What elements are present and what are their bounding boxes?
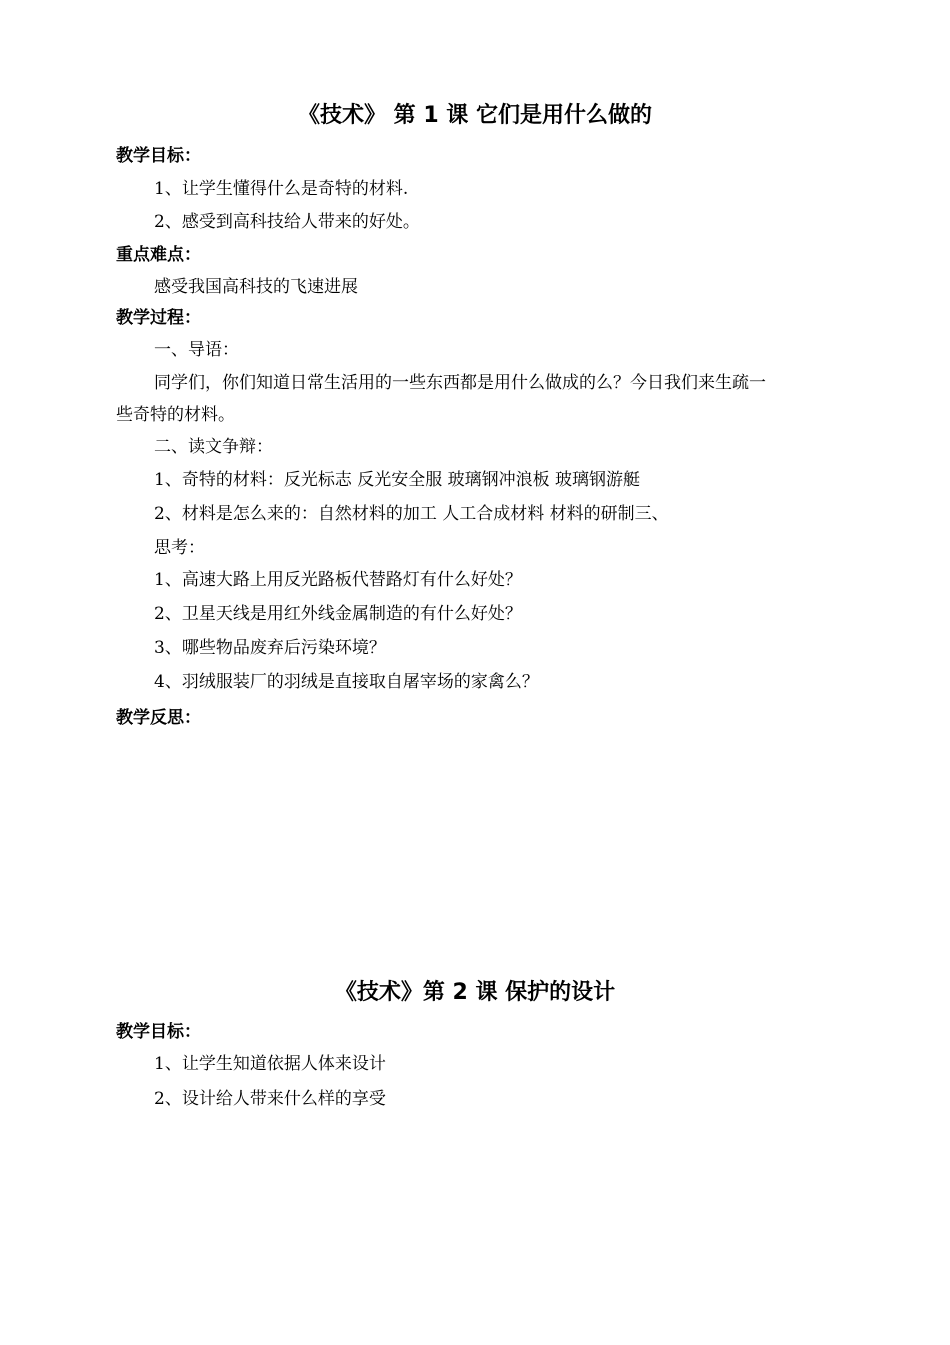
lesson2-title: 《技术》第 2 课 保护的设计 xyxy=(334,980,616,1005)
lesson1-think-item: 1、高速大路上用反光路板代替路灯有什么好处？ xyxy=(154,570,522,590)
lesson1-key-heading: 重点难点： xyxy=(116,245,201,265)
lesson1-intro-line: 些奇特的材料。 xyxy=(116,405,235,425)
lesson2-goals-heading: 教学目标： xyxy=(116,1022,201,1042)
lesson1-think-item: 4、羽绒服装厂的羽绒是直接取自屠宰场的家禽么？ xyxy=(154,672,539,692)
lesson1-discuss-item: 2、材料是怎么来的：自然材料的加工 人工合成材料 材料的研制三、 xyxy=(154,504,669,524)
lesson1-think-heading: 思考： xyxy=(154,538,205,558)
lesson1-think-item: 3、哪些物品废弃后污染环境？ xyxy=(154,638,386,658)
lesson1-intro-heading: 一、导语： xyxy=(154,340,239,360)
lesson1-title: 《技术》 第 1 课 它们是用什么做的 xyxy=(298,103,652,128)
lesson1-goals-heading: 教学目标： xyxy=(116,146,201,166)
lesson1-reflection-heading: 教学反思： xyxy=(116,708,201,728)
lesson1-intro-line: 同学们，你们知道日常生活用的一些东西都是用什么做成的么？今日我们来生疏一 xyxy=(154,373,766,393)
lesson1-discuss-heading: 二、读文争辩： xyxy=(154,437,273,457)
lesson1-process-heading: 教学过程： xyxy=(116,308,201,328)
lesson2-goal-item: 2、设计给人带来什么样的享受 xyxy=(154,1089,386,1109)
lesson1-key-text: 感受我国高科技的飞速进展 xyxy=(154,277,358,297)
lesson2-goal-item: 1、让学生知道依据人体来设计 xyxy=(154,1054,386,1074)
lesson1-goal-item: 1、让学生懂得什么是奇特的材料. xyxy=(154,179,409,199)
lesson1-discuss-item: 1、奇特的材料：反光标志 反光安全服 玻璃钢冲浪板 玻璃钢游艇 xyxy=(154,470,641,490)
lesson1-goal-item: 2、感受到高科技给人带来的好处。 xyxy=(154,212,420,232)
lesson1-think-item: 2、卫星天线是用红外线金属制造的有什么好处？ xyxy=(154,604,522,624)
